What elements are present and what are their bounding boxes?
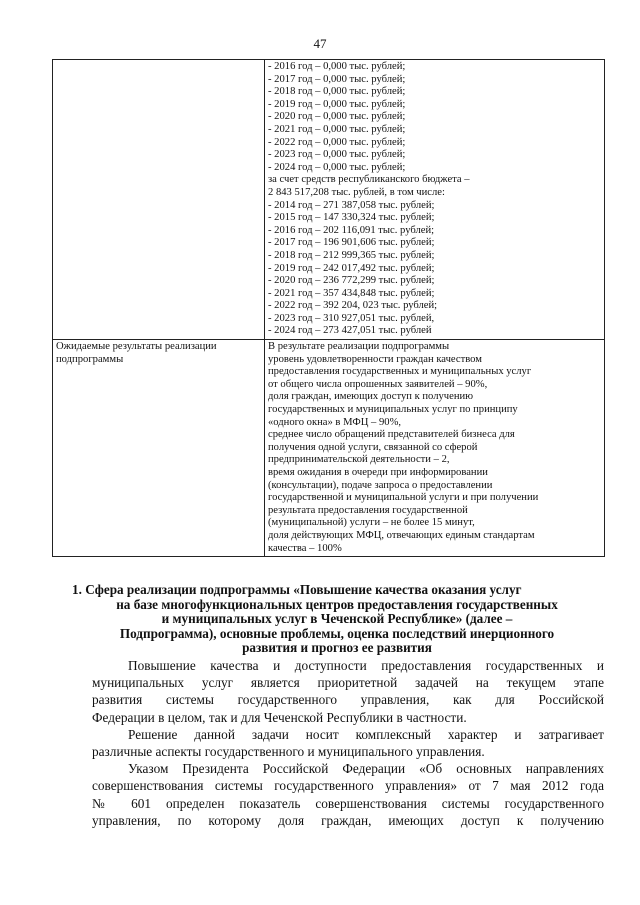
- results-line: «одного окна» в МФЦ – 90%,: [268, 416, 402, 428]
- label-line: Ожидаемые результаты реализации: [56, 341, 217, 353]
- financing-line: - 2020 год – 236 772,299 тыс. рублей;: [268, 275, 435, 287]
- results-line: получения одной услуги, связанной со сферой: [268, 441, 478, 453]
- financing-line: за счет средств республиканского бюджета –: [268, 174, 470, 186]
- results-line: (муниципальной) услуги – не более 15 минут,: [268, 517, 475, 529]
- section-heading: [72, 583, 602, 656]
- heading-line: и муниципальных услуг в Чеченской Республике» (далее –: [161, 611, 513, 627]
- results-line: доля граждан, имеющих доступ к получению: [268, 391, 474, 403]
- financing-line: - 2024 год – 0,000 тыс. рублей;: [268, 161, 406, 173]
- results-line: предпринимательской деятельности – 2,: [268, 454, 450, 466]
- paragraph-line: Повышение качества и доступности предоставления государственных и: [128, 658, 604, 673]
- paragraph-line: муниципальных услуг является приоритетной задачей на текущем этапе: [92, 675, 604, 691]
- body-text: [92, 657, 604, 829]
- results-line: результата предоставления государственной: [268, 504, 468, 516]
- paragraph-line: № 601 определен показатель совершенствования системы государственного: [92, 795, 604, 811]
- financing-line: - 2015 год – 147 330,324 тыс. рублей;: [268, 212, 435, 224]
- financing-line: - 2019 год – 242 017,492 тыс. рублей;: [268, 262, 435, 274]
- financing-line: - 2017 год – 196 901,606 тыс. рублей;: [268, 237, 435, 249]
- paragraph-line: Решение данной задачи носит комплексный характер и затрагивает: [128, 726, 604, 742]
- financing-line: - 2018 год – 0,000 тыс. рублей;: [268, 86, 406, 98]
- results-line: государственных и муниципальных услуг по принципу: [268, 404, 518, 416]
- financing-line: - 2021 год – 357 434,848 тыс. рублей;: [268, 287, 435, 299]
- financing-line: - 2023 год – 0,000 тыс. рублей;: [268, 149, 406, 161]
- results-line: доля действующих МФЦ, отвечающих единым стандартам: [268, 529, 535, 541]
- expected-results-label-cell: [53, 340, 265, 557]
- page-number: 47: [313, 36, 327, 51]
- financing-line: - 2017 год – 0,000 тыс. рублей;: [268, 73, 406, 85]
- paragraph-line: управления, по которому доля граждан, имеющих доступ к получению: [92, 812, 604, 828]
- financing-cell: [265, 60, 605, 340]
- results-line: государственной и муниципальной услуги и при получении: [268, 492, 539, 504]
- financing-line: - 2018 год – 212 999,365 тыс. рублей;: [268, 249, 435, 261]
- results-line: качества – 100%: [268, 542, 342, 554]
- subprogram-passport-table: [52, 59, 605, 557]
- financing-line: - 2022 год – 0,000 тыс. рублей;: [268, 136, 406, 148]
- table-row: [53, 340, 605, 557]
- results-line: время ожидания в очереди при информировании: [268, 467, 488, 478]
- financing-line: - 2019 год – 0,000 тыс. рублей;: [268, 98, 406, 110]
- table-cell-empty: [53, 60, 265, 340]
- heading-line: на базе многофункциональных центров предоставления государственных: [116, 596, 558, 612]
- paragraph-line: различные аспекты государственного и муниципального управления.: [92, 744, 485, 760]
- label-line: подпрограммы: [56, 353, 124, 365]
- paragraph-line: совершенствования системы государственного управления» от 7 мая 2012 года: [92, 778, 604, 794]
- paragraph-line: Указом Президента Российской Федерации «Об основных направлениях: [128, 761, 604, 777]
- results-line: В результате реализации подпрограммы: [268, 341, 450, 353]
- results-line: среднее число обращений представителей бизнеса для: [268, 429, 515, 441]
- heading-line: развития и прогноз ее развития: [242, 640, 432, 656]
- financing-line: - 2014 год – 271 387,058 тыс. рублей;: [268, 199, 435, 211]
- results-line: (консультации), подаче запроса о предоставлении: [268, 479, 493, 491]
- paragraph-line: развития системы государственного управления, как для Российской: [92, 692, 604, 708]
- heading-line: Подпрограмма), основные проблемы, оценка последствий инерционного: [119, 625, 555, 641]
- financing-line: - 2021 год – 0,000 тыс. рублей;: [268, 123, 406, 135]
- table-row: [53, 60, 605, 340]
- results-line: от общего числа опрошенных заявителей – 90%,: [268, 378, 488, 390]
- financing-line: - 2022 год – 392 204, 023 тыс. рублей;: [268, 300, 438, 312]
- financing-line: - 2016 год – 0,000 тыс. рублей;: [268, 61, 406, 72]
- financing-line: 2 843 517,208 тыс. рублей, в том числе:: [268, 186, 445, 198]
- results-line: уровень удовлетворенности граждан качеством: [268, 353, 482, 365]
- expected-results-cell: [265, 340, 605, 557]
- financing-line: - 2020 год – 0,000 тыс. рублей;: [268, 111, 406, 123]
- financing-line: - 2016 год – 202 116,091 тыс. рублей;: [268, 224, 435, 236]
- paragraph-line: Федерации в целом, так и для Чеченской Республики в частности.: [92, 709, 467, 725]
- financing-line: - 2024 год – 273 427,051 тыс. рублей: [268, 325, 432, 337]
- heading-line: 1. Сфера реализации подпрограммы «Повышение качества оказания услуг: [72, 582, 522, 597]
- financing-line: - 2023 год – 310 927,051 тыс. рублей,: [268, 312, 435, 324]
- results-line: предоставления государственных и муниципальных услуг: [268, 366, 532, 378]
